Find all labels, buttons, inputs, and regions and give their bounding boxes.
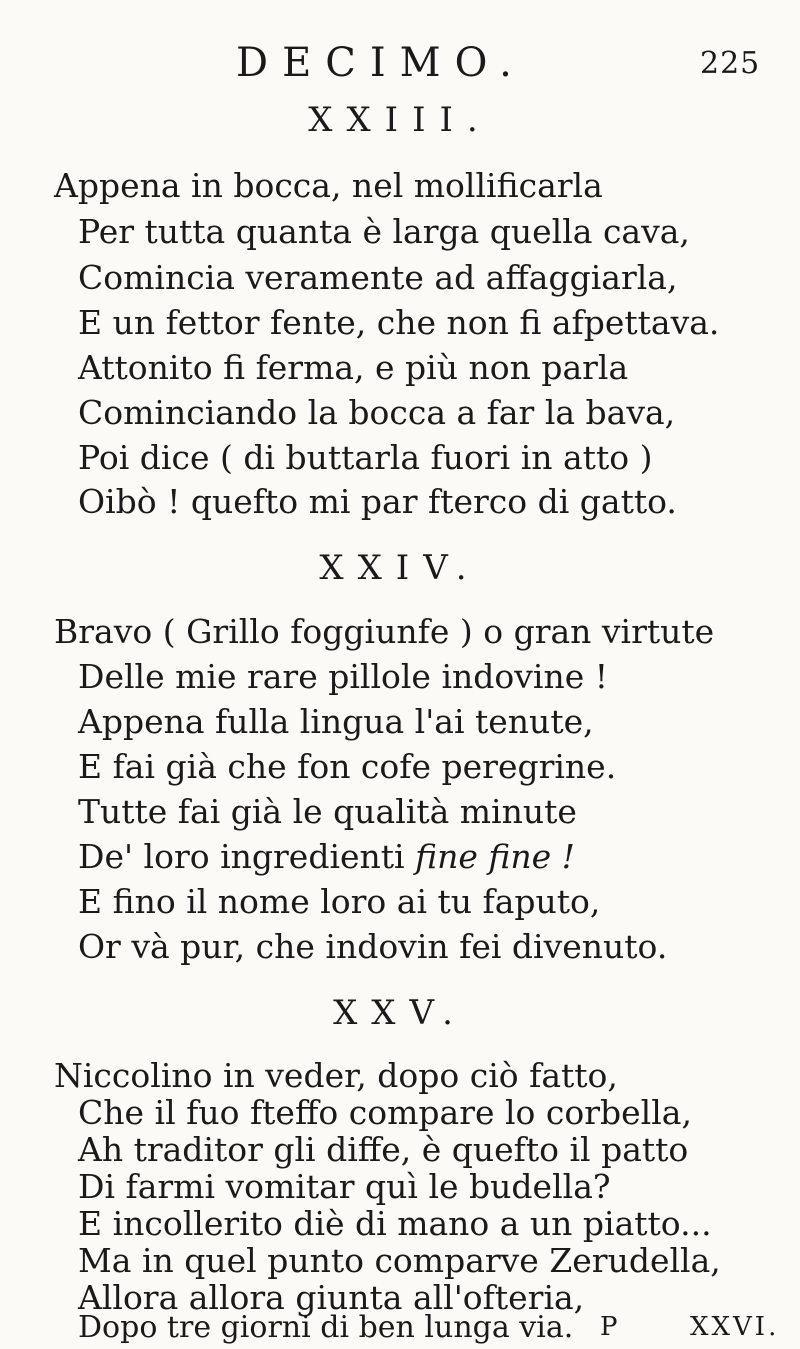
page-number: 225	[700, 46, 761, 81]
stanza-number: XXIV.	[319, 548, 481, 588]
verse-line: E un fettor fente, che non fi afpettava.	[78, 303, 720, 342]
verse-line: Appena in bocca, nel mollificarla	[54, 166, 603, 205]
stanza-number: XXV.	[333, 993, 467, 1033]
verse-line: E incollerito diè di mano a un piatto...	[78, 1204, 712, 1243]
verse-line: Per tutta quanta è larga quella cava,	[78, 212, 690, 251]
stanza-number: XXIII.	[308, 100, 492, 140]
running-title: DECIMO.	[236, 40, 526, 86]
catchword: XXVI.	[690, 1312, 780, 1342]
verse-line-text: De' loro ingredienti	[78, 837, 416, 876]
verse-line: Delle mie rare pillole indovine !	[78, 657, 608, 696]
verse-line: Cominciando la bocca a far la bava,	[78, 393, 676, 432]
verse-line: Ah traditor gli diffe, è quefto il patto	[78, 1130, 689, 1169]
verse-line: Tutte fai già le qualità minute	[78, 792, 577, 831]
verse-line: E fino il nome loro ai tu faputo,	[78, 882, 601, 921]
page-footer	[0, 1312, 800, 1346]
running-head	[0, 40, 800, 90]
verse-line: Niccolino in veder, dopo ciò fatto,	[54, 1056, 618, 1095]
verse-line: Or và pur, che indovin fei divenuto.	[78, 927, 668, 966]
verse-line: Attonito fi ferma, e più non parla	[78, 348, 629, 387]
verse-line: Poi dice ( di buttarla fuori in atto )	[78, 438, 653, 477]
verse-line: Oibò ! quefto mi par fterco di gatto.	[78, 482, 677, 521]
verse-line: Dopo tre giorni di ben lunga via.	[78, 1310, 574, 1345]
italic-phrase: fine fine !	[415, 837, 575, 876]
verse-line: Di farmi vomitar quì le budella?	[78, 1167, 611, 1206]
verse-line: E fai già che fon cofe peregrine.	[78, 747, 617, 786]
verse-line: Ma in quel punto comparve Zerudella,	[78, 1241, 721, 1280]
verse-line: Appena fulla lingua l'ai tenute,	[78, 702, 594, 741]
signature-mark: P	[600, 1312, 618, 1342]
verse-line: Comincia veramente ad affaggiarla,	[78, 258, 678, 297]
verse-line: Che il fuo fteffo compare lo corbella,	[78, 1093, 692, 1132]
verse-line: Allora allora giunta all'ofteria,	[78, 1278, 585, 1317]
verse-line: Bravo ( Grillo foggiunfe ) o gran virtute	[54, 612, 715, 651]
verse-line-with-italic	[0, 839, 800, 875]
